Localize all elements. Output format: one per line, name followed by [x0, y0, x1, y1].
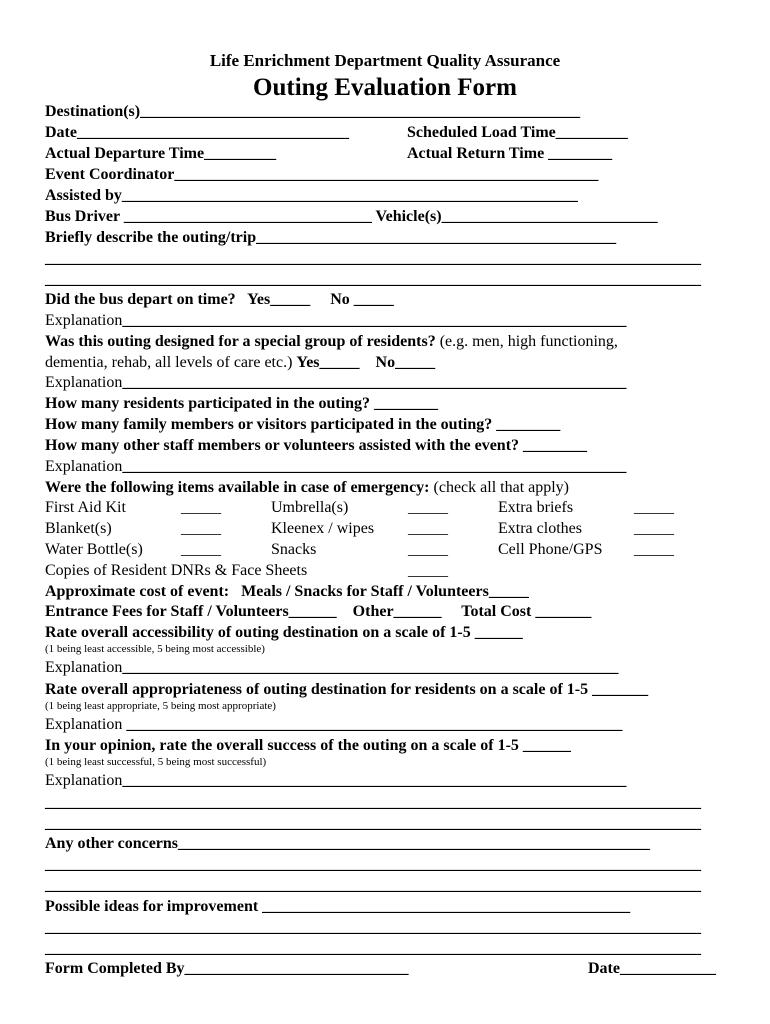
line-explanation-6-line-2	[45, 814, 701, 834]
line-explanation-4	[45, 658, 618, 678]
line-item-extra-briefs-blank	[634, 498, 674, 518]
line-item-blanket-blank	[181, 519, 221, 539]
line-special-group-cont	[45, 353, 435, 373]
line-concerns-line-2	[45, 876, 701, 896]
line-rate-appropriateness	[45, 680, 648, 700]
line-date	[45, 123, 349, 143]
line-item-extra-clothes	[498, 519, 582, 539]
text-segment: _____	[408, 499, 448, 516]
line-destination	[45, 102, 580, 122]
text-segment: Explanation	[45, 458, 123, 475]
line-bus-driver	[45, 207, 658, 227]
text-segment: Yes_____ No_____	[296, 354, 436, 371]
text-segment: Water Bottle(s)	[45, 541, 143, 558]
text-segment: Copies of Resident DNRs & Face Sheets	[45, 562, 308, 579]
line-item-umbrella	[271, 498, 348, 518]
text-segment: Actual Return Time ________	[407, 145, 613, 162]
text-segment: _____	[634, 541, 674, 558]
text-segment: Date____________	[588, 960, 716, 977]
line-completed-date	[588, 959, 716, 979]
text-segment: Any other concerns___________________________________________________________	[45, 835, 651, 852]
line-item-kleenex-blank	[408, 519, 448, 539]
text-segment: How many family members or visitors participated in the outing? ________	[45, 416, 561, 433]
line-item-snacks-blank	[408, 540, 448, 560]
line-describe-line-1	[45, 249, 701, 269]
text-segment: First Aid Kit	[45, 499, 126, 516]
text-segment: __________________________________________________________________________________	[45, 794, 701, 811]
line-item-water-bottle-blank	[181, 540, 221, 560]
line-improvement-line-1	[45, 918, 701, 938]
line-item-umbrella-blank	[408, 498, 448, 518]
text-segment: Possible ideas for improvement ______________________________________________	[45, 898, 631, 915]
line-item-blanket	[45, 519, 112, 539]
line-residents-participated	[45, 394, 438, 414]
line-item-water-bottle	[45, 540, 143, 560]
line-rate-accessibility	[45, 623, 523, 643]
line-improvement-line-2	[45, 939, 701, 959]
text-segment: Blanket(s)	[45, 520, 112, 537]
line-emergency-items	[45, 478, 569, 498]
text-segment: Date__________________________________	[45, 124, 349, 141]
line-appropriateness-note	[45, 700, 276, 713]
text-segment: (1 being least appropriate, 5 being most appropriate)	[45, 700, 276, 712]
line-accessibility-note	[45, 643, 265, 656]
text-segment: __________________________________________________________________________________	[45, 815, 701, 832]
text-segment: _____	[181, 499, 221, 516]
text-segment: Destination(s)_______________________________________________________	[45, 103, 581, 120]
text-segment: (check all that apply)	[429, 479, 570, 496]
text-segment: Explanation	[45, 716, 127, 733]
text-segment: Approximate cost of event: Meals / Snacks for Staff / Volunteers_____	[45, 583, 529, 600]
line-scheduled-load-time	[407, 123, 628, 143]
text-segment: Snacks	[271, 541, 317, 558]
text-segment: Bus Driver _______________________________ Vehicle(s)___________________________	[45, 208, 658, 225]
department-heading: Life Enrichment Department Quality Assurance	[209, 51, 561, 70]
text-segment: Rate overall accessibility of outing destination on a scale of 1-5 ______	[45, 624, 523, 641]
line-special-group	[45, 332, 618, 352]
line-approx-cost	[45, 582, 529, 602]
line-assisted-by	[45, 186, 578, 206]
text-segment: (1 being least accessible, 5 being most accessible)	[45, 643, 265, 655]
text-segment: __________________________________________________________________________________	[45, 940, 701, 957]
line-describe-line-2	[45, 270, 701, 290]
line-item-kleenex	[271, 519, 374, 539]
line-event-coordinator	[45, 165, 598, 185]
text-segment: Explanation	[45, 772, 123, 789]
line-item-first-aid-kit-blank	[181, 498, 221, 518]
text-segment: Explanation	[45, 659, 123, 676]
text-segment: Entrance Fees for Staff / Volunteers______ Other______ Total Cost _______	[45, 603, 592, 620]
line-item-dnrs-blank	[408, 561, 448, 581]
text-segment: _____	[634, 520, 674, 537]
line-actual-departure-time	[45, 144, 276, 164]
line-describe-outing	[45, 228, 616, 248]
text-segment: ______________________________________________________________	[126, 716, 623, 733]
line-explanation-3	[45, 457, 626, 477]
text-segment: Explanation	[45, 374, 123, 391]
line-rate-success	[45, 736, 571, 756]
text-segment: In your opinion, rate the overall success of the outing on a scale of 1-5 ______	[45, 737, 571, 754]
text-segment: _____	[634, 499, 674, 516]
line-improvement-ideas	[45, 897, 630, 917]
text-segment: Were the following items available in case of emergency:	[45, 479, 430, 496]
text-segment: Extra briefs	[498, 499, 574, 516]
text-segment: (e.g. men, high functioning,	[435, 333, 618, 350]
line-item-first-aid-kit	[45, 498, 126, 518]
line-item-extra-clothes-blank	[634, 519, 674, 539]
line-success-note	[45, 756, 266, 769]
text-segment: Extra clothes	[498, 520, 582, 537]
line-bus-on-time	[45, 290, 394, 310]
line-actual-return-time	[407, 144, 612, 164]
line-item-snacks	[271, 540, 316, 560]
text-segment: _____	[181, 520, 221, 537]
line-other-concerns	[45, 834, 650, 854]
text-segment: __________________________________________________________________________________	[45, 856, 701, 873]
text-segment: _____	[408, 562, 448, 579]
text-segment: Explanation	[45, 312, 123, 329]
text-segment: Event Coordinator_____________________________________________________	[45, 166, 599, 183]
text-segment: _____	[181, 541, 221, 558]
text-segment: Assisted by_________________________________________________________	[45, 187, 578, 204]
text-segment: _______________________________________________________________	[122, 312, 627, 329]
text-segment: __________________________________________________________________________________	[45, 877, 701, 894]
text-segment: Rate overall appropriateness of outing destination for residents on a scale of 1-5 _______	[45, 681, 649, 698]
line-entrance-fees	[45, 602, 591, 622]
line-concerns-line-1	[45, 855, 701, 875]
text-segment: Was this outing designed for a special group of residents?	[45, 333, 436, 350]
text-segment: (1 being least successful, 5 being most successful)	[45, 756, 267, 768]
line-staff-assisted	[45, 436, 587, 456]
text-segment: Cell Phone/GPS	[498, 541, 603, 558]
text-segment: Kleenex / wipes	[271, 520, 375, 537]
form-title: Outing Evaluation Form	[253, 74, 517, 101]
text-segment: __________________________________________________________________________________	[45, 919, 701, 936]
text-segment: ______________________________________________________________	[122, 659, 619, 676]
text-segment: __________________________________________________________________________________	[45, 271, 701, 288]
line-explanation-6	[45, 771, 626, 791]
line-explanation-1	[45, 311, 626, 331]
text-segment: Actual Departure Time_________	[45, 145, 277, 162]
text-segment: How many other staff members or volunteers assisted with the event? ________	[45, 437, 588, 454]
text-segment: Form Completed By____________________________	[45, 960, 409, 977]
line-explanation-5	[45, 715, 622, 735]
text-segment: Briefly describe the outing/trip_____________________________________________	[45, 229, 617, 246]
text-segment: dementia, rehab, all levels of care etc.)	[45, 354, 297, 371]
text-segment: _______________________________________________________________	[122, 772, 627, 789]
text-segment: _____	[408, 541, 448, 558]
line-item-dnrs	[45, 561, 307, 581]
text-segment: _______________________________________________________________	[122, 374, 627, 391]
text-segment: __________________________________________________________________________________	[45, 250, 701, 267]
line-form-completed-by	[45, 959, 409, 979]
line-item-cell-phone-blank	[634, 540, 674, 560]
text-segment: Scheduled Load Time_________	[407, 124, 628, 141]
line-explanation-6-line-1	[45, 793, 701, 813]
text-segment: Umbrella(s)	[271, 499, 349, 516]
line-explanation-2	[45, 373, 626, 393]
line-item-extra-briefs	[498, 498, 573, 518]
line-item-cell-phone	[498, 540, 602, 560]
text-segment: Did the bus depart on time? Yes_____ No _____	[45, 291, 394, 308]
text-segment: _______________________________________________________________	[122, 458, 627, 475]
text-segment: _____	[408, 520, 448, 537]
text-segment: How many residents participated in the outing? ________	[45, 395, 439, 412]
line-family-participated	[45, 415, 560, 435]
